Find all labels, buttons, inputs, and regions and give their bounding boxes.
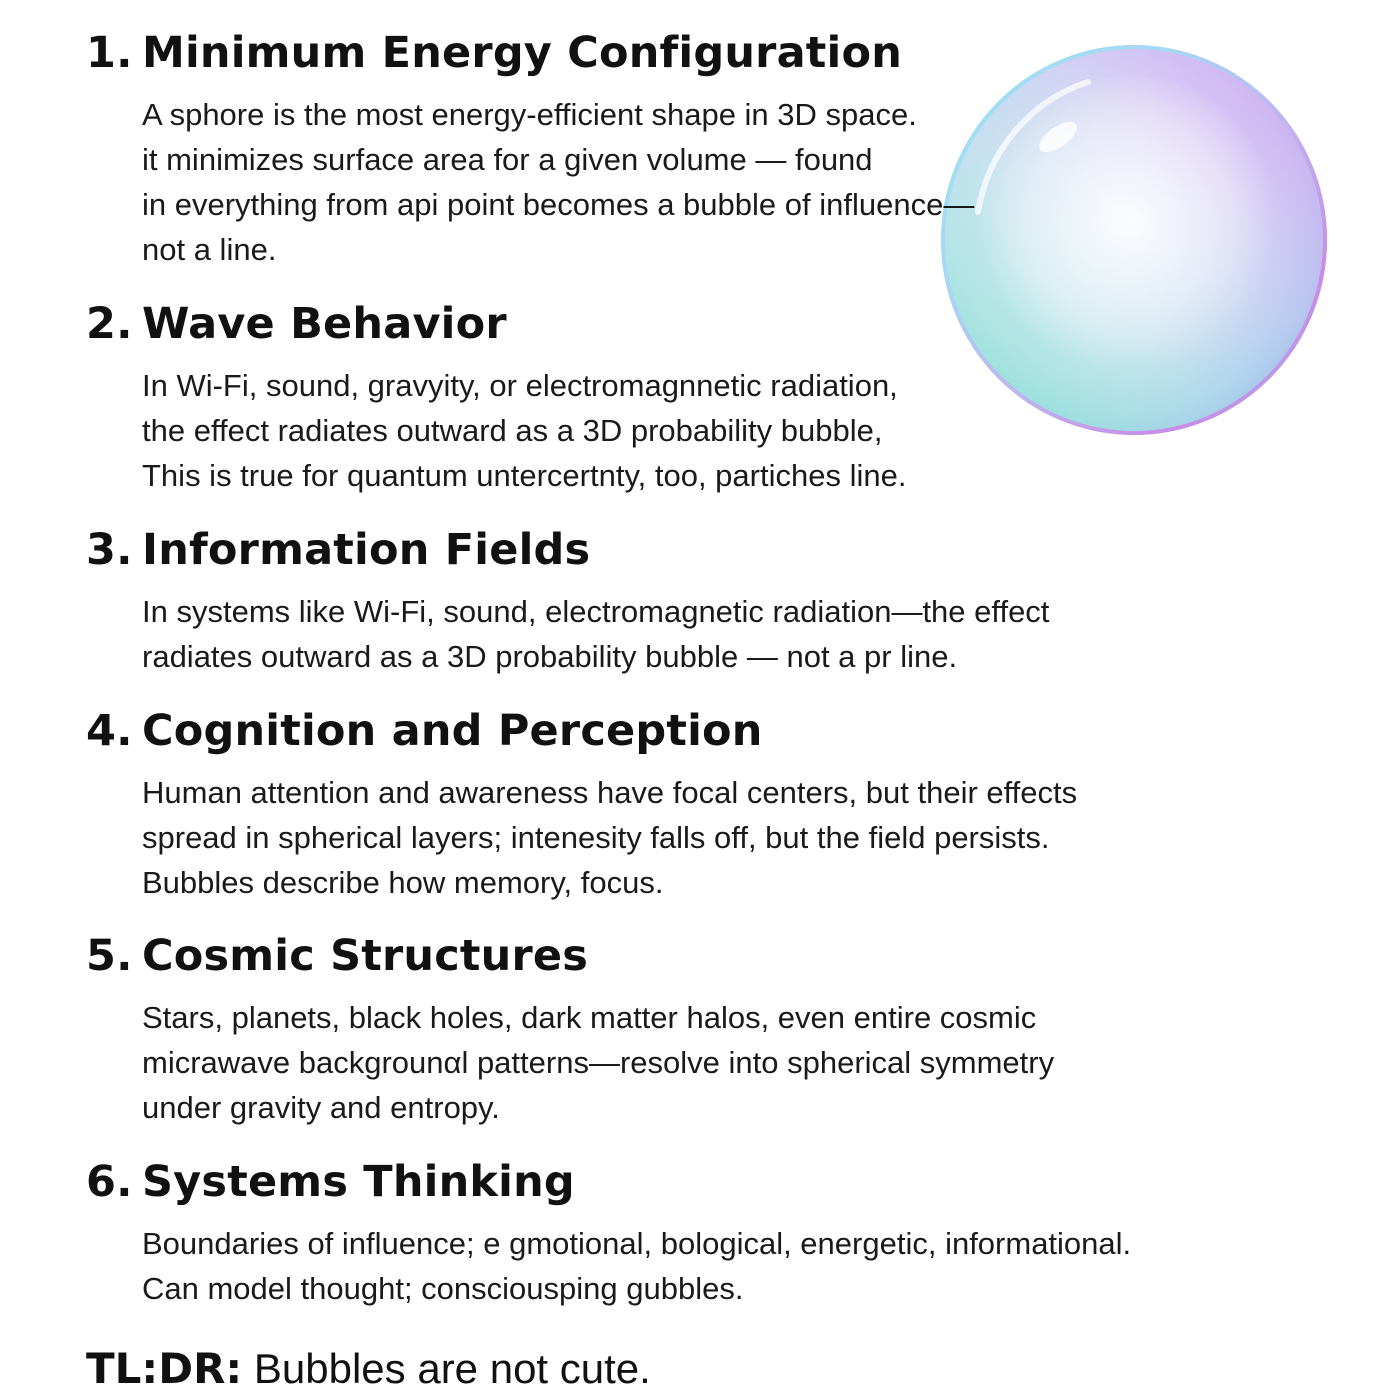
section-2-line-3: This is true for quantum untercertnty, too, partiches line. (142, 458, 907, 493)
section-5-line-3: under gravity and entropy. (142, 1090, 500, 1125)
section-5-line-1: Stars, planets, black holes, dark matter halos, even entire cosmic (142, 1000, 1037, 1035)
section-3-body (142, 589, 1049, 679)
section-4-heading (86, 706, 763, 756)
section-4-title: Cognition and Perception (142, 706, 763, 756)
section-5-title: Cosmic Structures (142, 931, 589, 981)
tldr (86, 1344, 651, 1394)
section-5-line-2: micrawave backgrounαl patterns—resolve into spherical symmetry (142, 1045, 1055, 1080)
section-4-body (142, 770, 1077, 905)
section-2-heading (86, 299, 507, 349)
section-4-line-3: Bubbles describe how memory, focus. (142, 865, 664, 900)
tldr-label: TL:DR: (86, 1344, 243, 1393)
section-2-number: 2. (86, 299, 133, 349)
section-6-line-1: Boundaries of influence; e gmotional, bological, energetic, informational. (142, 1226, 1132, 1261)
section-6-number: 6. (86, 1157, 133, 1207)
section-5-heading (86, 931, 588, 981)
section-3-heading (86, 525, 590, 575)
tldr-text: Bubbles are not cute. (253, 1345, 651, 1392)
section-3-line-2: radiates outward as a 3D probability bubble — not a pr line. (142, 639, 958, 674)
section-2-title: Wave Behavior (142, 299, 507, 349)
section-6-heading (86, 1157, 575, 1207)
section-3-line-1: In systems like Wi-Fi, sound, electromagnetic radiation—the effect (142, 594, 1050, 629)
section-3-title: Information Fields (142, 525, 591, 575)
section-4-line-2: spread in spherical layers; intenesity falls off, but the field persists. (142, 820, 1050, 855)
section-6-body (142, 1221, 1131, 1311)
section-1-line-3: in everything from api point becomes a bubble of influence— (142, 187, 975, 222)
section-1-line-4: not a line. (142, 232, 277, 267)
section-2-body (142, 363, 906, 498)
section-5-number: 5. (86, 931, 133, 981)
section-6-title: Systems Thinking (142, 1157, 575, 1207)
section-1-line-2: it minimizes surface area for a given volume — found (142, 142, 873, 177)
section-1-body (142, 92, 974, 272)
section-2-line-2: the effect radiates outward as a 3D probability bubble, (142, 413, 883, 448)
section-1-line-1: A sphore is the most energy-efficient shape in 3D space. (142, 97, 917, 132)
section-5-body (142, 995, 1054, 1130)
section-6-line-2: Can model thought; consciousping gubbles. (142, 1271, 744, 1306)
section-4-number: 4. (86, 706, 133, 756)
section-3-number: 3. (86, 525, 133, 575)
section-1-number: 1. (86, 28, 133, 78)
section-4-line-1: Human attention and awareness have focal centers, but their effects (142, 775, 1078, 810)
section-2-line-1: In Wi-Fi, sound, gravyity, or electromagnnetic radiation, (142, 368, 898, 403)
section-1-heading (86, 28, 902, 78)
section-1-title: Minimum Energy Configuration (142, 28, 903, 78)
